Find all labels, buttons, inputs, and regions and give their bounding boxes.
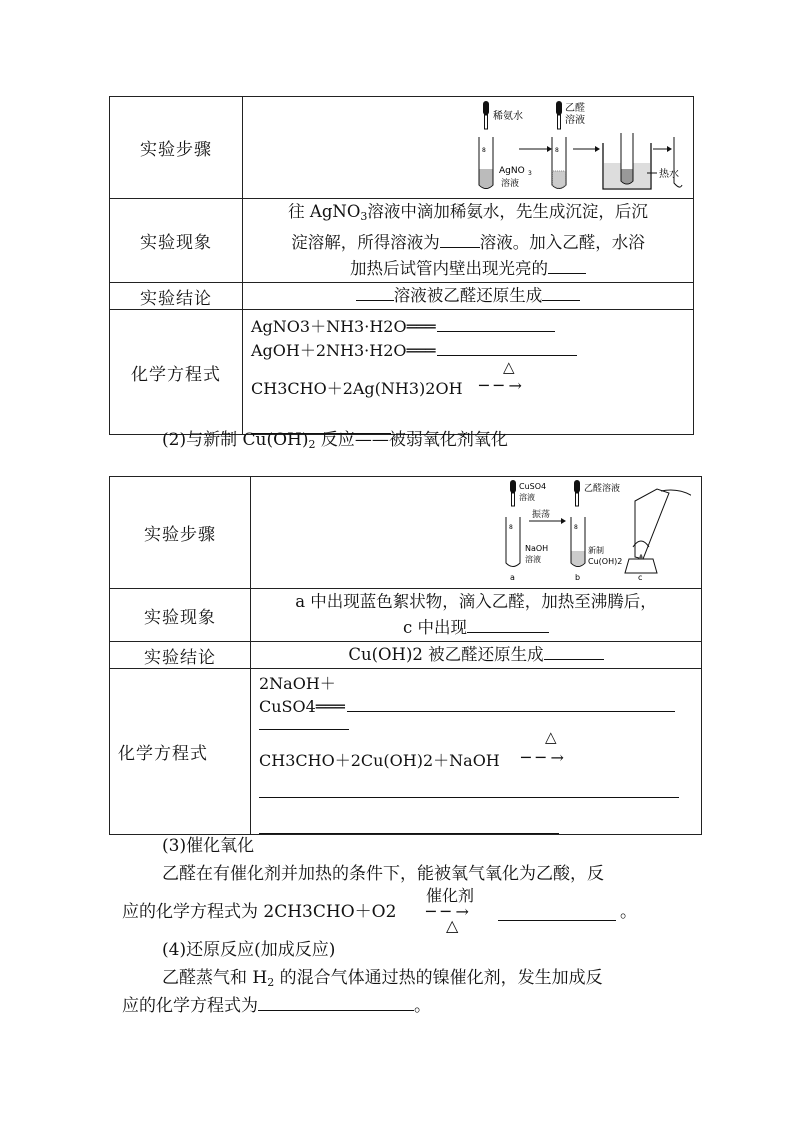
svg-text:乙醛溶液: 乙醛溶液 bbox=[584, 484, 621, 494]
dropper-icon bbox=[483, 101, 489, 129]
svg-text:c: c bbox=[638, 573, 643, 582]
answer-blank[interactable] bbox=[347, 695, 675, 712]
answer-blank[interactable] bbox=[259, 797, 679, 798]
conclusion-text: 溶液被乙醛还原生成 bbox=[243, 283, 694, 310]
svg-text:振荡: 振荡 bbox=[532, 510, 551, 520]
section4-title: (4)还原反应(加成反应) bbox=[162, 940, 336, 960]
answer-blank[interactable] bbox=[437, 339, 577, 356]
equation-line: AgNO3＋NH3·H2O═══ bbox=[251, 314, 693, 338]
phenomenon-text: 往 AgNO$_3$溶液中滴加稀氨水，先生成沉淀，后沉 淀溶解，所得溶液为 溶液。加入乙醛，水浴 加热后试管内壁出现光亮的 bbox=[243, 199, 694, 283]
equation-cell: 2NaOH＋ CuSO4═══ CH3CHO＋2Cu(OH)2＋NaOH △ ─ ─ → bbox=[251, 669, 702, 835]
test-tube-icon bbox=[571, 517, 585, 567]
equation-line: CH3CHO＋2Ag(NH3)2OH △ ─ ─ → bbox=[251, 358, 522, 398]
silver-mirror-apparatus-figure bbox=[243, 97, 683, 194]
answer-blank[interactable] bbox=[259, 833, 559, 834]
answer-blank[interactable] bbox=[259, 719, 349, 730]
answer-blank[interactable] bbox=[544, 643, 604, 660]
equation-label: 化学方程式 bbox=[110, 669, 251, 835]
water-bath-beaker-icon bbox=[603, 133, 651, 189]
answer-blank[interactable] bbox=[467, 616, 549, 633]
heat-condition: △ bbox=[503, 358, 515, 376]
conclusion-label: 实验结论 bbox=[110, 283, 243, 310]
silver-mirror-table bbox=[109, 96, 694, 435]
equation-label: 化学方程式 bbox=[110, 310, 243, 435]
heat-condition: △ bbox=[446, 916, 459, 935]
svg-text:溶液: 溶液 bbox=[519, 493, 535, 502]
answer-blank[interactable] bbox=[440, 231, 480, 248]
conclusion-label: 实验结论 bbox=[110, 642, 251, 669]
alcohol-lamp-icon bbox=[625, 489, 691, 573]
svg-text:3: 3 bbox=[528, 170, 532, 177]
steps-figure-cell bbox=[243, 97, 694, 199]
reaction-arrow-icon: ─ ─ → bbox=[479, 376, 522, 395]
svg-text:溶液: 溶液 bbox=[501, 179, 520, 189]
section4-line2: 应的化学方程式为 。 bbox=[122, 996, 431, 1016]
dropper-icon bbox=[574, 480, 580, 506]
equation-line: CuSO4═══ bbox=[259, 695, 701, 719]
svg-text:a: a bbox=[510, 573, 515, 582]
equation-line: CH3CHO＋2Cu(OH)2＋NaOH △ ─ ─ → bbox=[259, 728, 564, 770]
equation-cell bbox=[243, 310, 694, 435]
test-tube-icon bbox=[479, 137, 493, 189]
phenomenon-label: 实验现象 bbox=[110, 589, 251, 642]
answer-blank[interactable] bbox=[498, 904, 616, 921]
steps-label: 实验步骤 bbox=[110, 477, 251, 589]
svg-text:新制: 新制 bbox=[588, 546, 604, 555]
section3-line2: 应的化学方程式为 2CH3CHO＋O2 bbox=[122, 902, 397, 922]
dropper-icon bbox=[556, 101, 562, 129]
svg-text:CuSO4: CuSO4 bbox=[519, 482, 547, 491]
phenomenon-label: 实验现象 bbox=[110, 199, 243, 283]
test-tube-icon bbox=[506, 517, 520, 567]
answer-blank[interactable] bbox=[258, 994, 414, 1011]
section3-title: (3)催化氧化 bbox=[162, 836, 255, 856]
svg-text:8: 8 bbox=[574, 524, 578, 531]
reaction-arrow-icon: ─ ─ → bbox=[426, 902, 469, 921]
svg-text:8: 8 bbox=[509, 524, 513, 531]
svg-text:8: 8 bbox=[482, 147, 486, 154]
svg-text:Cu(OH)2: Cu(OH)2 bbox=[588, 557, 623, 566]
svg-text:b: b bbox=[575, 573, 581, 582]
test-tube-icon bbox=[552, 137, 566, 189]
svg-text:乙醛: 乙醛 bbox=[565, 103, 585, 114]
dropper-icon bbox=[510, 480, 516, 506]
reaction-arrow-icon: ─ ─ → bbox=[521, 748, 564, 767]
steps-label: 实验步骤 bbox=[110, 97, 243, 199]
catalyst-condition: 催化剂 bbox=[426, 886, 475, 905]
svg-text:8: 8 bbox=[555, 147, 559, 154]
steps-figure-cell bbox=[251, 477, 702, 589]
fig-reagent1: 稀氨水 bbox=[493, 111, 523, 122]
answer-blank[interactable] bbox=[356, 284, 394, 301]
cuoh2-apparatus-figure bbox=[251, 477, 691, 584]
answer-blank[interactable] bbox=[542, 284, 580, 301]
phenomenon-text: a 中出现蓝色絮状物，滴入乙醛，加热至沸腾后， c 中出现 bbox=[251, 589, 702, 642]
answer-blank[interactable] bbox=[437, 315, 555, 332]
heat-condition: △ bbox=[545, 728, 557, 746]
section4-line1: 乙醛蒸气和 $H_2$ 的混合气体通过热的镍催化剂，发生加成反 bbox=[162, 968, 603, 989]
svg-text:热水: 热水 bbox=[659, 169, 679, 180]
answer-blank[interactable] bbox=[548, 257, 586, 274]
svg-text:溶液: 溶液 bbox=[525, 555, 541, 564]
svg-text:NaOH: NaOH bbox=[525, 544, 549, 553]
svg-text:溶液: 溶液 bbox=[565, 115, 585, 126]
section2-title: (2)与新制 $Cu(OH)_2$ 反应——被弱氧化剂氧化 bbox=[162, 430, 508, 451]
section3-line1: 乙醛在有催化剂并加热的条件下，能被氧气氧化为乙酸，反 bbox=[162, 864, 604, 884]
svg-text:AgNO: AgNO bbox=[499, 166, 525, 176]
conclusion-text: Cu(OH)2 被乙醛还原生成 bbox=[251, 642, 702, 669]
copper-hydroxide-table bbox=[109, 476, 702, 835]
equation-line: AgOH＋2NH3·H2O═══ bbox=[251, 338, 693, 362]
